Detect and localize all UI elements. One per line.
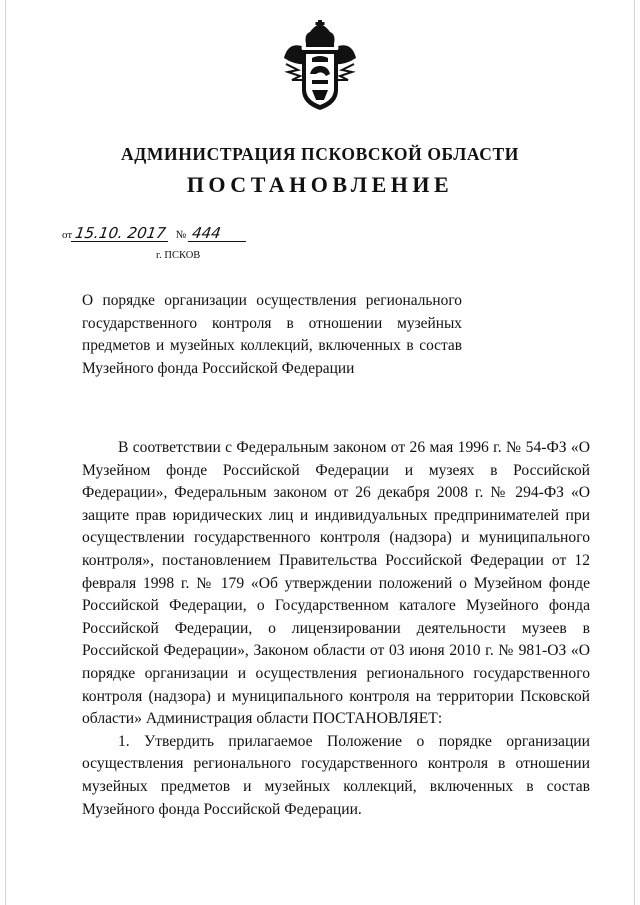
- handwritten-date: 15.10. 2017: [71, 226, 170, 242]
- item-1-paragraph: 1. Утвердить прилагаемое Положение о порядке организации осуществления регионального государственного контроля в отношении музейных предметов и музейных коллекций, включенных в состав Музейного фонда Российской Федерации.: [82, 732, 590, 818]
- scan-edge-left: [5, 0, 6, 905]
- handwritten-number: 444: [188, 226, 248, 242]
- registration-line: [62, 226, 247, 242]
- city-label: г. ПСКОВ: [156, 250, 201, 261]
- date-prefix: от: [62, 229, 73, 241]
- document-subject: О порядке организации осуществления регионального государственного контроля в отношении музейных предметов и музейных коллекций, включенных в состав Музейного фонда Российской Федерации: [82, 292, 462, 377]
- organization-title: АДМИНИСТРАЦИЯ ПСКОВСКОЙ ОБЛАСТИ: [120, 144, 520, 164]
- preamble-paragraph: В соответствии с Федеральным законом от 26 мая 1996 г. № 54-ФЗ «О Музейном фонде Российской Федерации и музеях в Российской Федерации», Федеральным законом от 26 декабря 2008 г. № 294-ФЗ «О защите прав юридических лиц и индивидуальных предпринимателей при осуществлении государственного контроля (надзора) и муниципального контроля», постановлением Правительства Российской Федерации от 12 февраля 1998 г. № 179 «Об утверждении положений о Музейном фонде Российской Федерации, о Государственном каталоге Музейного фонда Российской Федерации, о лицензировании деятельности музеев в Российской Федерации», Законом области от 03 июня 2010 г. № 981-ОЗ «О порядке организации и осуществления регионального государственного контроля (надзора) и муниципального контроля на территории Псковской области» Администрация области ПОСТАНОВЛЯЕТ:: [82, 439, 590, 728]
- document-type-title: ПОСТАНОВЛЕНИЕ: [186, 172, 454, 197]
- number-label: №: [175, 229, 187, 241]
- pskov-coat-of-arms-icon: [282, 20, 358, 114]
- scan-edge-right: [634, 0, 635, 905]
- document-body: [82, 437, 590, 821]
